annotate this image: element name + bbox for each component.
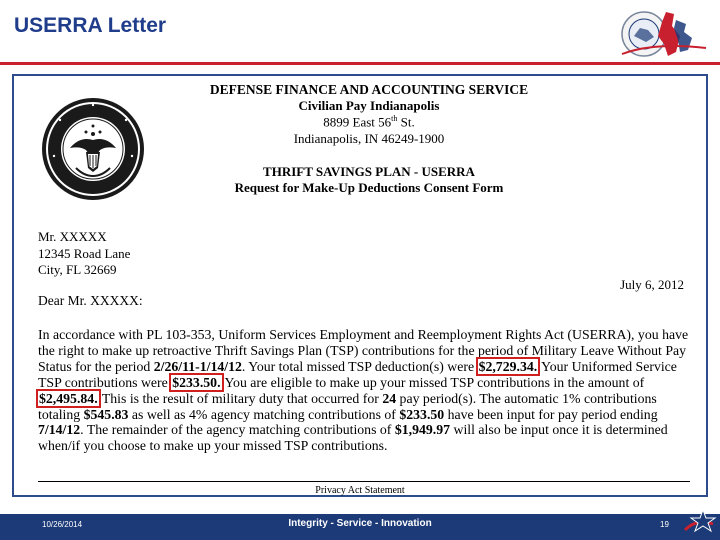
page-number: 19 (660, 520, 669, 529)
form-title: THRIFT SAVINGS PLAN - USERRA (263, 164, 475, 179)
uniformed-tsp-highlight: $233.50. (172, 374, 221, 390)
footer-date: 10/26/2014 (42, 520, 83, 529)
leave-period: 2/26/11-1/14/12 (153, 358, 242, 374)
letter-date: July 6, 2012 (620, 277, 684, 292)
auto-contribution-total: $545.83 (83, 406, 129, 422)
office-city: Indianapolis, IN 46249-1900 (293, 131, 445, 146)
dfas-logo-icon (614, 6, 712, 60)
letter-body: In accordance with PL 103-353, Uniform Services Employment and Reemployment Rights Act (USERRA), you have the right to make up retroactive Thrift Savings Plan (TSP) contributions for the period of Military Leave Without Pay Status for the period 2/26/11-1/14/12. Your total missed TSP deduction(s) were $2,729.34. Your Uniformed Service TSP contributions were $233.50. You are eligible to make up your missed TSP contributions in the amount of $2,495.84. This is the result of military duty that occurred for 24 pay period(s). The automatic 1% contributions totaling $545.83 as well as 4% agency matching contributions of $233.50 have been input for pay period ending 7/14/12. The remainder of the agency matching contributions of $1,949.97 will also be input once it is determined when/if you choose to make up your missed TSP contributions. (38, 327, 689, 454)
privacy-divider (38, 481, 690, 482)
dod-seal-icon (40, 96, 146, 202)
missed-total-highlight: $2,729.34. (478, 358, 538, 374)
salutation: Dear Mr. XXXXX: (38, 293, 143, 308)
pay-period-count: 24 (382, 390, 397, 406)
footer-bar (0, 514, 720, 540)
form-subtitle: Request for Make-Up Deductions Consent Form (234, 180, 504, 195)
recipient-name: Mr. XXXXX (38, 229, 107, 244)
footer-motto: Integrity - Service - Innovation (288, 518, 432, 529)
remainder-amount: $1,949.97 (394, 422, 451, 438)
office-street: 8899 East 56th St. (323, 114, 415, 130)
office-name: Civilian Pay Indianapolis (298, 98, 440, 113)
privacy-act-statement: Privacy Act Statement (315, 485, 405, 496)
agency-match-amount: $233.50 (399, 406, 445, 422)
recipient-street: 12345 Road Lane (38, 246, 131, 261)
agency-name: DEFENSE FINANCE AND ACCOUNTING SERVICE (209, 82, 529, 97)
star-swoosh-icon (683, 508, 717, 538)
letter-document (12, 74, 708, 497)
pay-period-end: 7/14/12 (38, 422, 81, 438)
makeup-amount-highlight: $2,495.84. (39, 390, 98, 406)
title-divider (0, 62, 720, 65)
slide-title: USERRA Letter (14, 14, 167, 37)
recipient-city: City, FL 32669 (38, 262, 117, 277)
